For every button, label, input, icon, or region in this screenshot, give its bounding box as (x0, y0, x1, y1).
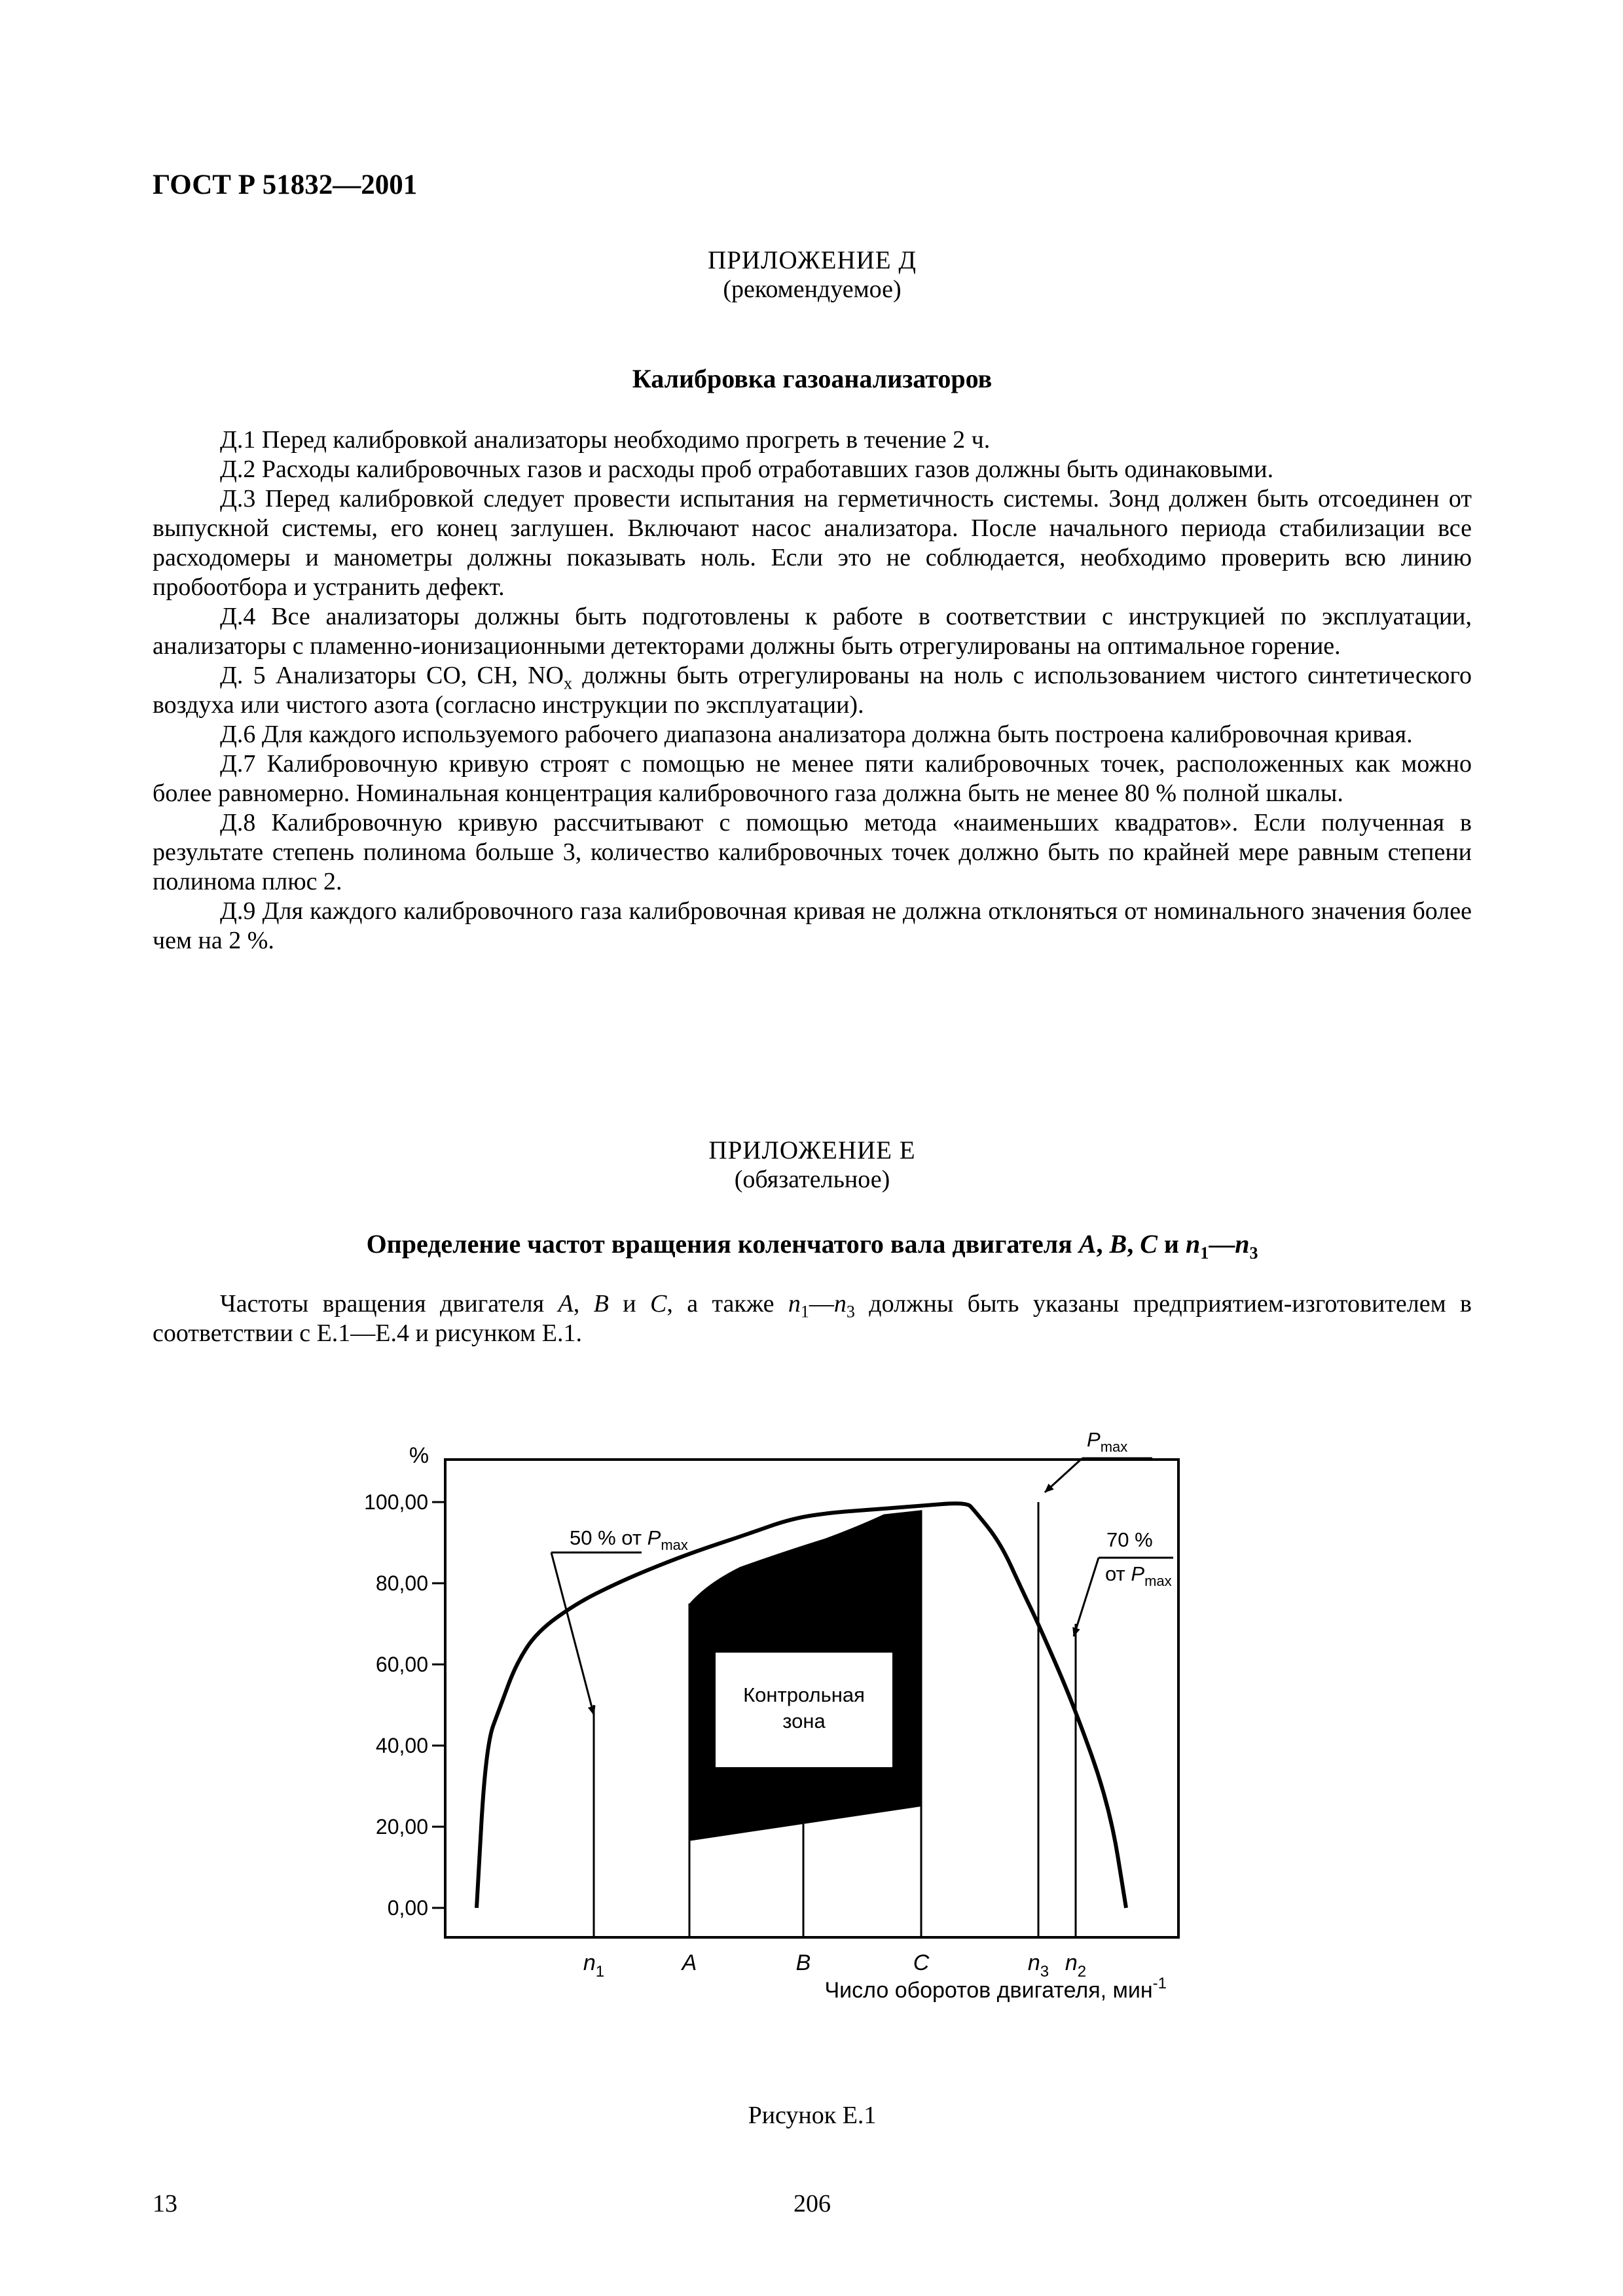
appendix-d-title: ПРИЛОЖЕНИЕ Д (708, 246, 917, 274)
y-axis-ticks (364, 1490, 445, 1920)
zone-label-line1: Контрольная (743, 1683, 865, 1706)
paragraph-d1: Д.1 Перед калибровкой анализаторы необходимо прогреть в течение 2 ч. (220, 426, 991, 454)
y-tick-label: 80,00 (375, 1571, 428, 1595)
x-tick-label: C (913, 1950, 930, 1975)
paragraph-d5-start: Д. 5 Анализаторы СО, СН, NO (220, 662, 564, 689)
appendix-d-body (153, 425, 1472, 956)
appendix-e-intro: Частоты вращения двигателя A, B и C, а также $n_1—n_3$ должны быть указаны предприятием-изготовителем в соответствии с Е.1—Е.4 и рисунком Е.1. (153, 1290, 1472, 1347)
appendix-d-heading: Калибровка газоанализаторов (632, 364, 993, 393)
y-tick-label: 60,00 (375, 1653, 428, 1676)
appendix-d-status: (рекомендуемое) (723, 276, 902, 303)
paragraph-d8: Д.8 Калибровочную кривую рассчитывают с помощью метода «наименьших квадратов». Если полученная в результате степень полинома больше 3, количество калибровочных точек должно быть по крайней мере равным степени полинома плюс 2. (153, 809, 1472, 895)
paragraph-d5-end: должны быть отрегулированы на ноль с использованием чистого синтетического воздуха или чистого азота (согласно инструкции по эксплуатации). (153, 662, 1472, 719)
paragraph-d3: Д.3 Перед калибровкой следует провести испытания на герметичность системы. Зонд должен быть отсоединен от выпускной системы, его конец заглушен. Включают насос анализатора. После начального периода стабилизации все расходомеры и манометры должны показывать ноль. Если это не соблюдается, необходимо проверить всю линию пробоотбора и устранить дефект. (153, 485, 1472, 601)
paragraph-d9: Д.9 Для каждого калибровочного газа калибровочная кривая не должна отклоняться от номинального значения более чем на 2 %. (153, 897, 1472, 954)
annotation-70pct-arrow (1074, 1558, 1099, 1636)
appendix-e-body (153, 1289, 1472, 1348)
annotation-50pct-arrow (551, 1552, 594, 1715)
zone-label-line2: зона (782, 1710, 826, 1732)
annotation-70pct-line2: от $P_{max}$ (1105, 1562, 1172, 1589)
paragraph-d7: Д.7 Калибровочную кривую строят с помощью не менее пяти калибровочных точек, расположенных как можно более равномерно. Номинальная концентрация калибровочного газа должна быть не менее 80 % полной шкалы. (153, 750, 1472, 807)
x-tick-label: A (682, 1950, 697, 1975)
annotation-70pct-line1: 70 % (1106, 1528, 1153, 1551)
appendix-e-heading: Определение частот вращения коленчатого вала двигателя A, B, C и $n_1—n_3$ (366, 1229, 1258, 1263)
figure-caption: Рисунок Е.1 (748, 2102, 877, 2129)
paragraph-d5 (153, 661, 1472, 720)
paragraph-d6: Д.6 Для каждого используемого рабочего диапазона анализатора должна быть построена калибровочная кривая. (220, 721, 1413, 748)
x-tick-label: $n_2$ (1065, 1950, 1087, 1981)
page-number: 206 (793, 2190, 831, 2217)
footer-left-number: 13 (153, 2190, 177, 2217)
appendix-e-title: ПРИЛОЖЕНИЕ Е (708, 1136, 916, 1164)
y-tick-label: 100,00 (364, 1490, 428, 1514)
x-tick-label: B (795, 1950, 811, 1975)
x-tick-label: $n_3$ (1027, 1950, 1049, 1981)
paragraph-d4: Д.4 Все анализаторы должны быть подготовлены к работе в соответствии с инструкцией по эксплуатации, анализаторы с пламенно-ионизационными детекторами должны быть отрегулированы на оптимальное горение. (153, 603, 1472, 660)
figure-e1 (340, 1420, 1257, 2013)
x-tick-label: $n_1$ (583, 1950, 605, 1981)
y-tick-label: 0,00 (387, 1896, 428, 1920)
paragraph-d5-subscript: x (563, 673, 572, 693)
annotation-50pct: 50 % от $P_{max}$ (570, 1526, 688, 1553)
paragraph-d2: Д.2 Расходы калибровочных газов и расходы проб отработавших газов должны быть одинаковыми. (220, 456, 1274, 483)
x-axis-label: Число оборотов двигателя, мин$^{-1}$ (824, 1975, 1167, 2003)
y-axis-label: % (409, 1443, 429, 1468)
y-tick-label: 20,00 (375, 1815, 428, 1839)
appendix-e-status: (обязательное) (734, 1166, 890, 1193)
document-header: ГОСТ Р 51832—2001 (153, 170, 418, 200)
x-axis-ticks (583, 1950, 1086, 1981)
annotation-pmax-arrow (1045, 1458, 1082, 1492)
y-tick-label: 40,00 (375, 1734, 428, 1757)
engine-speed-chart (340, 1420, 1257, 2009)
annotation-pmax: $P_{max}$ (1087, 1428, 1128, 1455)
